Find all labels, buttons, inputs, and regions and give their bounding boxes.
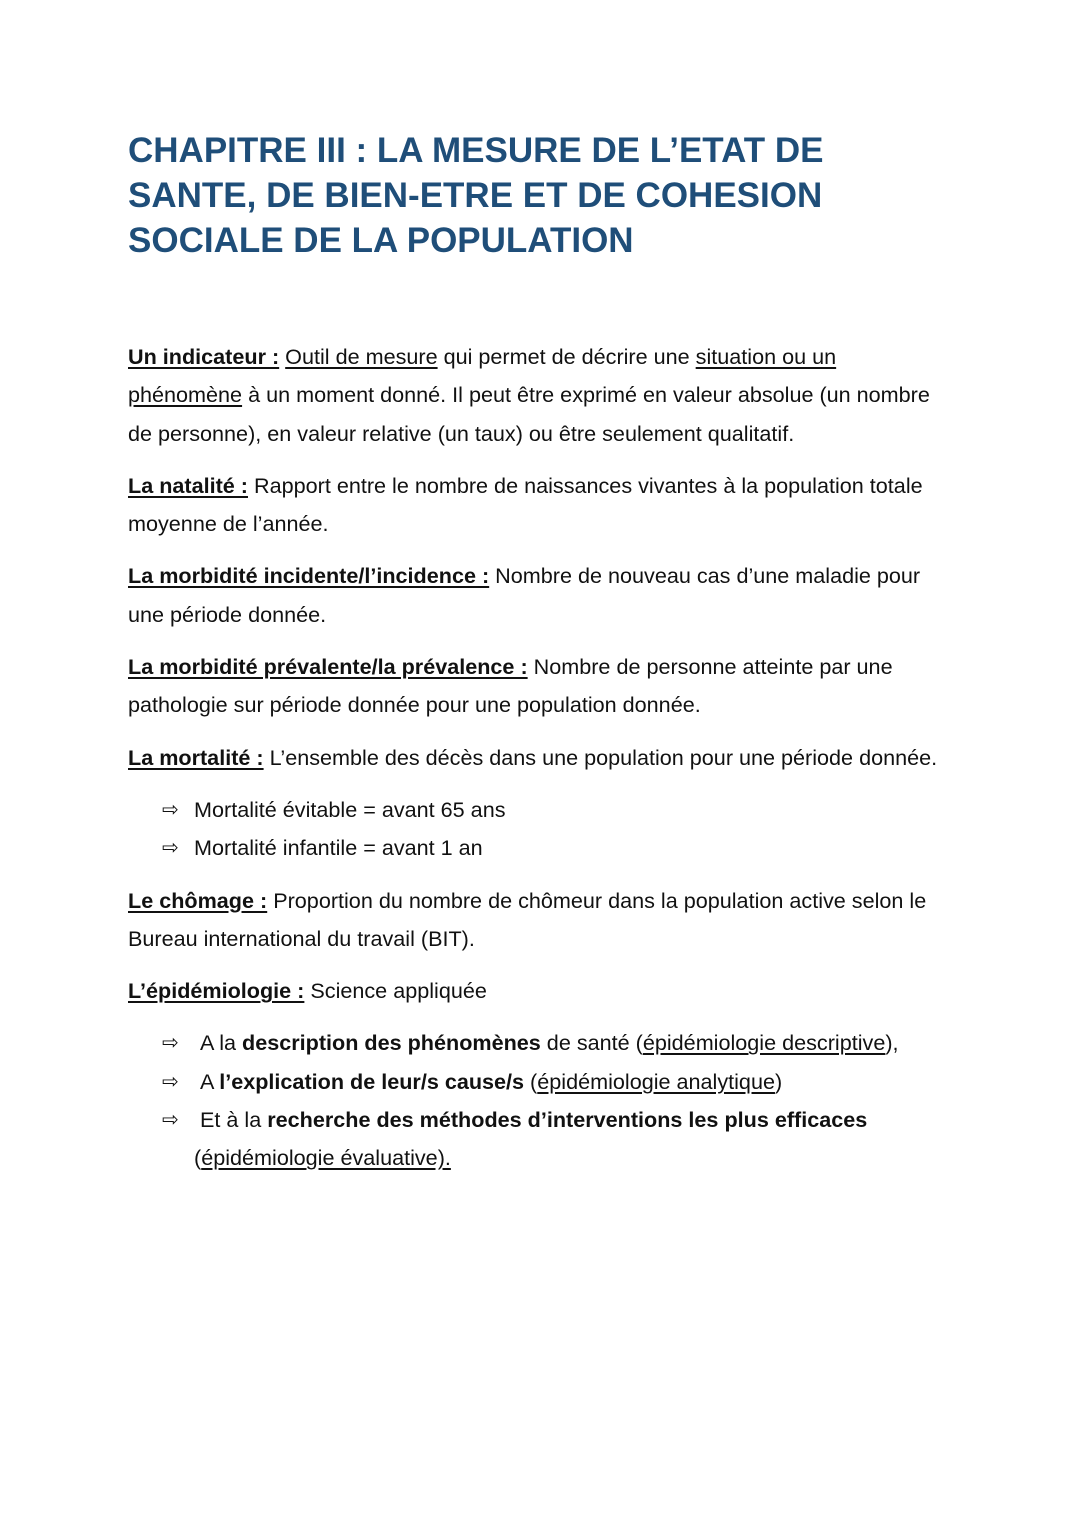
list-item <box>128 1063 948 1101</box>
term: La natalité : <box>128 472 248 498</box>
definition-indicateur <box>128 338 948 453</box>
underlined-text: épidémiologie analytique <box>537 1068 775 1094</box>
definition-chomage <box>128 882 948 959</box>
list-item-text: Mortalité évitable = avant 65 ans <box>194 796 506 822</box>
document-body <box>128 338 948 1192</box>
term: Un indicateur : <box>128 344 280 369</box>
arrow-right-outline-icon: ⇨ <box>162 1070 179 1093</box>
arrow-right-outline-icon: ⇨ <box>162 1032 179 1055</box>
bold-text: recherche des méthodes d’interventions les plus efficaces <box>267 1107 868 1133</box>
text: de santé ( <box>540 1030 643 1056</box>
arrow-right-outline-icon: ⇨ <box>162 798 179 821</box>
definition-prevalence <box>128 648 948 725</box>
term: L’épidémiologie : <box>128 978 305 1004</box>
list-item-text: Mortalité infantile = avant 1 an <box>194 835 483 861</box>
underlined-text: épidémiologie évaluative). <box>201 1145 451 1171</box>
term: La morbidité incidente/l’incidence : <box>128 563 490 589</box>
title-line: SANTE, DE BIEN-ETRE ET DE COHESION <box>128 176 823 215</box>
text: qui permet de décrire une <box>437 344 696 369</box>
mortalite-list <box>128 791 948 868</box>
list-item <box>128 1024 948 1062</box>
epidemiologie-list <box>128 1024 948 1177</box>
bold-text: l’explication de leur/s cause/s <box>219 1068 525 1094</box>
underlined-text: situation ou un phénomène <box>128 344 837 408</box>
bold-text: description des phénomènes <box>242 1030 541 1056</box>
definition-mortalite <box>128 739 948 777</box>
list-item <box>128 829 948 867</box>
text: ), <box>885 1030 899 1056</box>
text: à un moment donné. Il peut être exprimé en valeur absolue (un nombre de personne), en valeur relative (un taux) ou être seulement qualitatif. <box>128 382 930 446</box>
list-item-text <box>200 1069 782 1094</box>
arrow-right-outline-icon: ⇨ <box>162 837 179 860</box>
chapter-title <box>128 128 948 263</box>
text: ( <box>524 1068 538 1094</box>
text: Nombre de personne atteinte par une pathologie sur période donnée pour une population donnée. <box>128 654 893 718</box>
text: Et à la <box>200 1107 268 1133</box>
text: Science appliquée <box>304 978 487 1004</box>
text: Rapport entre le nombre de naissances vivantes à la population totale moyenne de l’année. <box>128 472 923 537</box>
list-item-text <box>200 1030 899 1055</box>
list-item <box>128 1101 948 1178</box>
underlined-text: épidémiologie descriptive <box>642 1030 886 1056</box>
term: Le chômage : <box>128 887 268 913</box>
underlined-text: Outil de mesure <box>285 344 438 369</box>
text: Proportion du nombre de chômeur dans la population active selon le Bureau international du travail (BIT). <box>128 887 927 951</box>
text: A la <box>200 1030 243 1056</box>
text: Nombre de nouveau cas d’une maladie pour une période donnée. <box>128 563 921 627</box>
text: L’ensemble des décès dans une population pour une période donnée. <box>263 744 938 770</box>
text: ) <box>774 1068 783 1094</box>
list-item-text <box>194 1107 867 1170</box>
text: A <box>200 1068 220 1094</box>
text: ( <box>194 1145 202 1171</box>
term: La mortalité : <box>128 744 264 770</box>
title-line: SOCIALE DE LA POPULATION <box>128 221 634 260</box>
list-item <box>128 791 948 829</box>
definition-epidemiologie <box>128 972 948 1010</box>
definition-natalite <box>128 467 948 544</box>
arrow-right-outline-icon: ⇨ <box>162 1109 179 1132</box>
title-line: CHAPITRE III : LA MESURE DE L’ETAT DE <box>128 131 824 170</box>
definition-incidence <box>128 557 948 634</box>
term: La morbidité prévalente/la prévalence : <box>128 654 528 680</box>
